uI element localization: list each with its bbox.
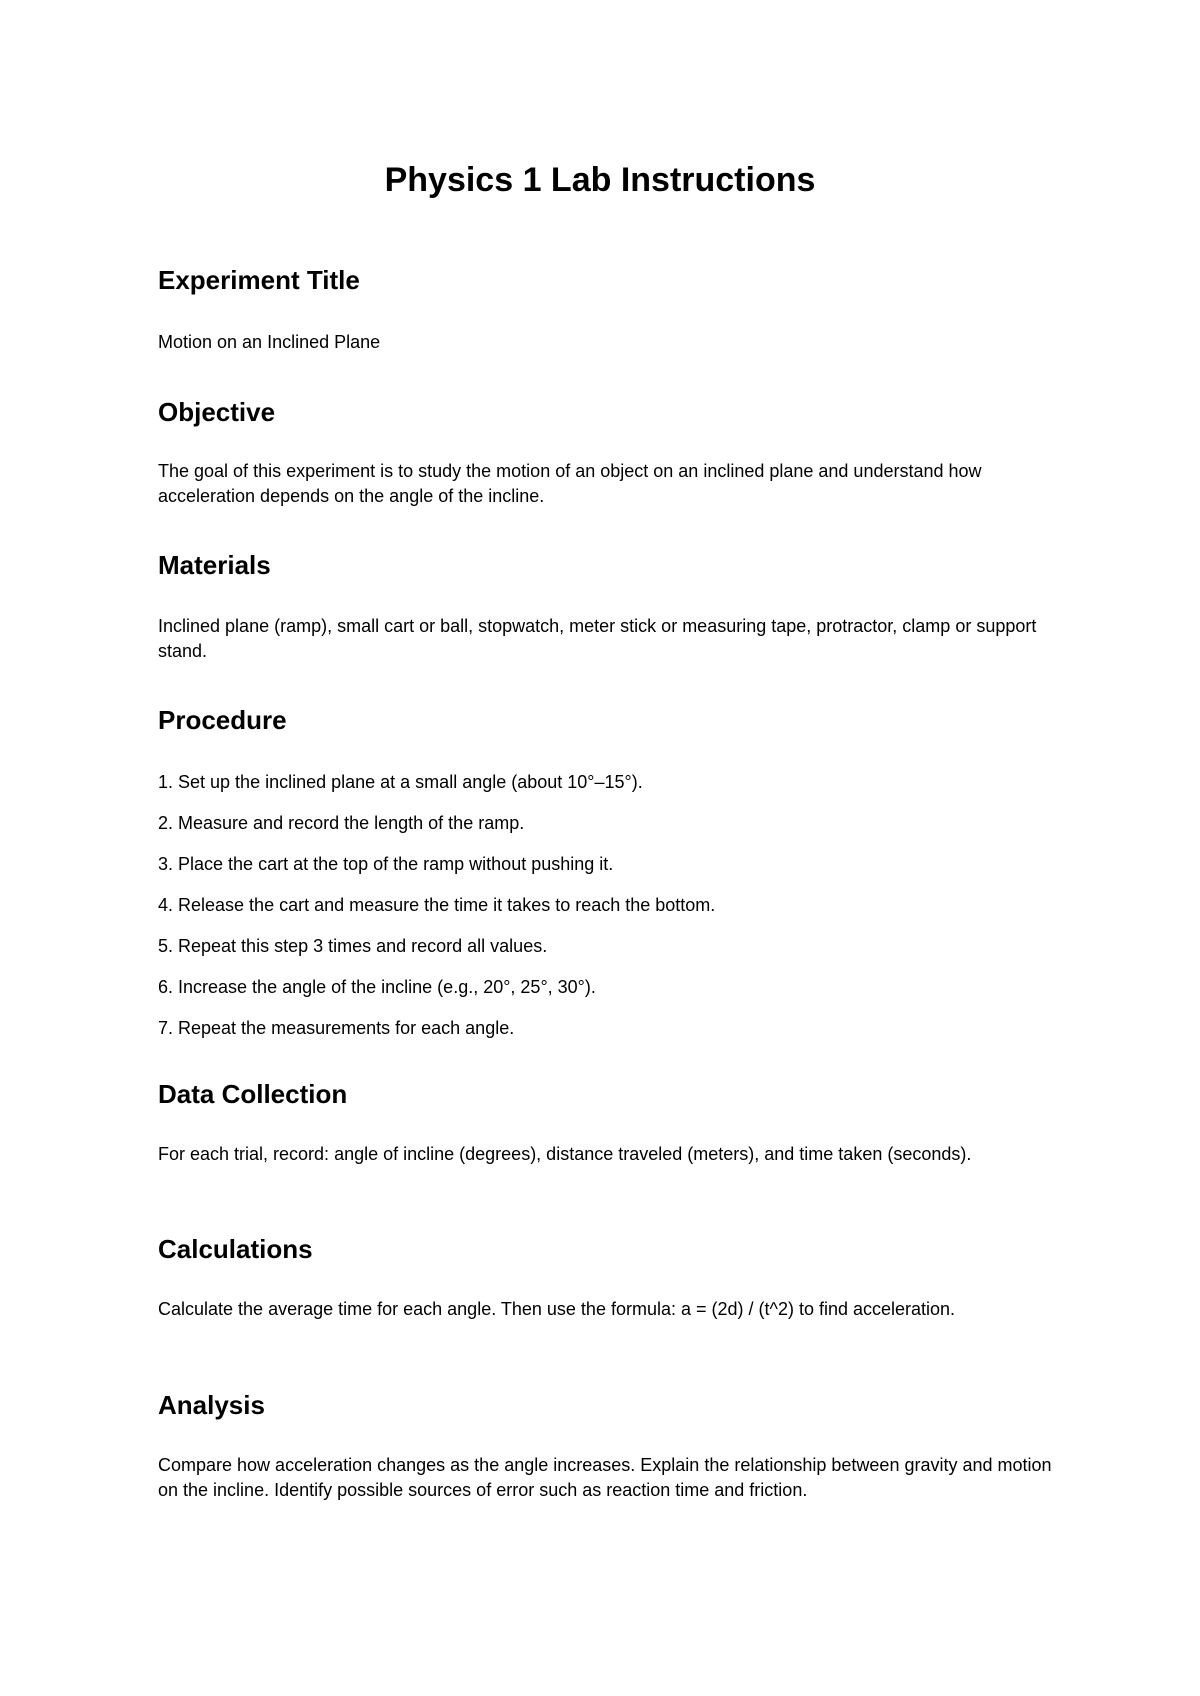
section-heading-analysis: Analysis — [158, 1390, 265, 1420]
materials-text: Inclined plane (ramp), small cart or ball, stopwatch, meter stick or measuring tape, protractor, clamp or support stand. — [158, 616, 1037, 661]
section-heading-experiment-title: Experiment Title — [158, 265, 360, 295]
procedure-step: 4. Release the cart and measure the time it takes to reach the bottom. — [158, 895, 716, 915]
procedure-step: 6. Increase the angle of the incline (e.g., 20°, 25°, 30°). — [158, 977, 596, 997]
page-title: Physics 1 Lab Instructions — [384, 161, 816, 199]
procedure-step: 7. Repeat the measurements for each angle. — [158, 1018, 515, 1038]
procedure-step: 2. Measure and record the length of the ramp. — [158, 813, 525, 833]
procedure-step: 5. Repeat this step 3 times and record all values. — [158, 936, 548, 956]
data-collection-text: For each trial, record: angle of incline (degrees), distance traveled (meters), and time taken (seconds). — [158, 1144, 972, 1164]
section-heading-calculations: Calculations — [158, 1234, 313, 1264]
analysis-text: Compare how acceleration changes as the angle increases. Explain the relationship between gravity and motion on the incline. Identify possible sources of error such as reaction time and friction. — [158, 1455, 1052, 1500]
section-heading-materials: Materials — [158, 550, 271, 580]
section-heading-objective: Objective — [158, 397, 276, 427]
experiment-title-text: Motion on an Inclined Plane — [158, 332, 381, 352]
procedure-step: 1. Set up the inclined plane at a small angle (about 10°–15°). — [158, 772, 643, 792]
section-heading-procedure: Procedure — [158, 705, 287, 735]
calculations-text: Calculate the average time for each angle. Then use the formula: a = (2d) / (t^2) to find acceleration. — [158, 1299, 956, 1319]
procedure-step: 3. Place the cart at the top of the ramp without pushing it. — [158, 854, 614, 874]
section-heading-data-collection: Data Collection — [158, 1079, 348, 1109]
objective-text: The goal of this experiment is to study the motion of an object on an inclined plane and understand how acceleration depends on the angle of the incline. — [158, 461, 982, 506]
